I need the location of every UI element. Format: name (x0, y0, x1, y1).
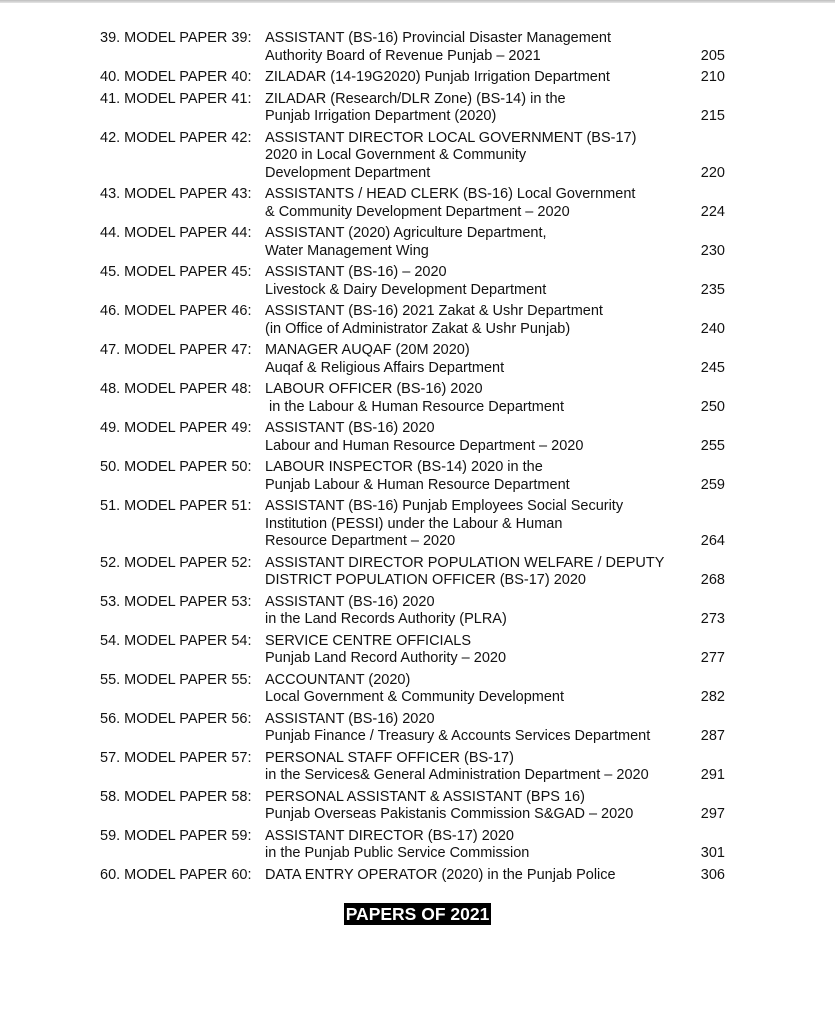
entry-title: ASSISTANT DIRECTOR (BS-17) 2020 in the Punjab Public Service Commission (265, 827, 530, 861)
entry-title: ASSISTANT (BS-16) – 2020 Livestock & Dairy Development Department (265, 264, 547, 298)
toc-entry-42[interactable] (100, 130, 725, 183)
entry-title: ASSISTANTS / HEAD CLERK (BS-16) Local Government & Community Development Department – 2020 (265, 186, 636, 220)
entry-page-number: 297 (700, 806, 725, 822)
entry-page-number: 306 (700, 866, 725, 883)
entry-number: 54. MODEL PAPER 54: (100, 632, 252, 649)
entry-number: 51. MODEL PAPER 51: (100, 498, 252, 514)
toc-entry-54[interactable] (100, 633, 725, 668)
toc-entry-52[interactable] (100, 555, 725, 590)
entry-title: ASSISTANT DIRECTOR LOCAL GOVERNMENT (BS-17) 2020 in Local Government & Community Development Department (265, 129, 637, 181)
entry-number: 39. MODEL PAPER 39: (100, 30, 252, 46)
entry-title: ASSISTANT DIRECTOR POPULATION WELFARE / DEPUTY DISTRICT POPULATION OFFICER (BS-17) 2020 (265, 554, 665, 588)
toc-entry-39[interactable] (100, 30, 725, 65)
entry-page-number: 277 (700, 650, 725, 666)
entry-number: 50. MODEL PAPER 50: (100, 459, 252, 475)
entry-title: LABOUR OFFICER (BS-16) 2020 in the Labour & Human Resource Department (265, 381, 565, 415)
entry-number: 58. MODEL PAPER 58: (100, 788, 252, 805)
entry-page-number: 240 (700, 320, 725, 337)
toc-entry-59[interactable] (100, 828, 725, 863)
entry-number: 42. MODEL PAPER 42: (100, 129, 252, 146)
entry-page-number: 250 (700, 398, 725, 415)
toc-entry-50[interactable] (100, 459, 725, 494)
entry-title: ASSISTANT (BS-16) 2020 Punjab Finance / Treasury & Accounts Services Department (265, 710, 651, 744)
entry-page-number: 230 (700, 242, 725, 259)
entry-title: ZILADAR (14-19G2020) Punjab Irrigation Department (265, 69, 610, 85)
entry-page-number: 301 (700, 845, 725, 861)
entry-title: ASSISTANT (2020) Agriculture Department, Water Management Wing (265, 225, 547, 259)
entry-page-number: 224 (700, 203, 725, 220)
entry-page-number: 268 (700, 572, 725, 588)
top-border (0, 0, 835, 3)
entry-page-number: 282 (700, 689, 725, 705)
toc-entry-46[interactable] (100, 303, 725, 338)
entry-number: 60. MODEL PAPER 60: (100, 866, 252, 883)
entry-page-number: 220 (700, 164, 725, 181)
entry-title: MANAGER AUQAF (20M 2020) Auqaf & Religious Affairs Department (265, 342, 505, 376)
entry-title: ASSISTANT (BS-16) Provincial Disaster Management Authority Board of Revenue Punjab – 2021 (265, 30, 611, 64)
entry-page-number: 264 (700, 533, 725, 549)
entry-number: 43. MODEL PAPER 43: (100, 186, 252, 202)
entry-number: 46. MODEL PAPER 46: (100, 303, 252, 319)
entry-page-number: 259 (700, 476, 725, 493)
entry-number: 52. MODEL PAPER 52: (100, 554, 252, 571)
entry-page-number: 205 (700, 47, 725, 64)
entry-number: 56. MODEL PAPER 56: (100, 710, 252, 727)
entry-number: 40. MODEL PAPER 40: (100, 69, 252, 85)
toc-entry-49[interactable] (100, 420, 725, 455)
toc-entry-56[interactable] (100, 711, 725, 746)
entry-title: ASSISTANT (BS-16) 2020 Labour and Human Resource Department – 2020 (265, 420, 584, 454)
entry-number: 55. MODEL PAPER 55: (100, 671, 252, 688)
entry-number: 53. MODEL PAPER 53: (100, 593, 252, 610)
entry-number: 47. MODEL PAPER 47: (100, 342, 252, 358)
toc-entry-41[interactable] (100, 91, 725, 126)
section-heading: PAPERS OF 2021 (345, 904, 490, 924)
toc-entry-44[interactable] (100, 225, 725, 260)
toc-entry-55[interactable] (100, 672, 725, 707)
entry-page-number: 245 (700, 359, 725, 376)
entry-title: DATA ENTRY OPERATOR (2020) in the Punjab Police (265, 866, 616, 883)
entry-page-number: 210 (700, 69, 725, 85)
entry-number: 48. MODEL PAPER 48: (100, 381, 252, 397)
entry-title: PERSONAL STAFF OFFICER (BS-17) in the Services& General Administration Department – 2020 (265, 749, 649, 783)
toc-entry-51[interactable] (100, 498, 725, 551)
toc-entry-58[interactable] (100, 789, 725, 824)
section-heading-container (0, 903, 835, 925)
entry-number: 59. MODEL PAPER 59: (100, 827, 252, 844)
entry-page-number: 255 (700, 437, 725, 454)
entry-page-number: 235 (700, 281, 725, 298)
entry-title: ASSISTANT (BS-16) 2021 Zakat & Ushr Department (in Office of Administrator Zakat & Ushr Punjab) (265, 303, 603, 337)
entry-page-number: 215 (700, 108, 725, 124)
entry-title: PERSONAL ASSISTANT & ASSISTANT (BPS 16) Punjab Overseas Pakistanis Commission S&GAD – 2020 (265, 788, 634, 822)
toc-entry-45[interactable] (100, 264, 725, 299)
entry-title: ASSISTANT (BS-16) Punjab Employees Social Security Institution (PESSI) under the Labour & Human Resource Department – 2020 (265, 498, 624, 549)
toc-entry-43[interactable] (100, 186, 725, 221)
entry-title: LABOUR INSPECTOR (BS-14) 2020 in the Punjab Labour & Human Resource Department (265, 459, 570, 493)
toc-entry-48[interactable] (100, 381, 725, 416)
entry-title: ZILADAR (Research/DLR Zone) (BS-14) in the Punjab Irrigation Department (2020) (265, 90, 566, 124)
entry-number: 41. MODEL PAPER 41: (100, 90, 252, 107)
entry-title: ASSISTANT (BS-16) 2020 in the Land Records Authority (PLRA) (265, 593, 507, 627)
toc-entry-57[interactable] (100, 750, 725, 785)
toc-entry-47[interactable] (100, 342, 725, 377)
entry-page-number: 273 (700, 611, 725, 627)
entry-title: SERVICE CENTRE OFFICIALS Punjab Land Record Authority – 2020 (265, 632, 507, 666)
entry-title: ACCOUNTANT (2020) Local Government & Community Development (265, 671, 564, 705)
toc-entry-53[interactable] (100, 594, 725, 629)
entry-number: 57. MODEL PAPER 57: (100, 749, 252, 766)
toc-entry-60[interactable] (100, 867, 725, 885)
entry-page-number: 287 (700, 728, 725, 744)
table-of-contents (100, 30, 725, 888)
entry-page-number: 291 (700, 767, 725, 783)
entry-number: 44. MODEL PAPER 44: (100, 225, 252, 241)
entry-number: 45. MODEL PAPER 45: (100, 264, 252, 280)
entry-number: 49. MODEL PAPER 49: (100, 420, 252, 436)
toc-entry-40[interactable] (100, 69, 725, 87)
